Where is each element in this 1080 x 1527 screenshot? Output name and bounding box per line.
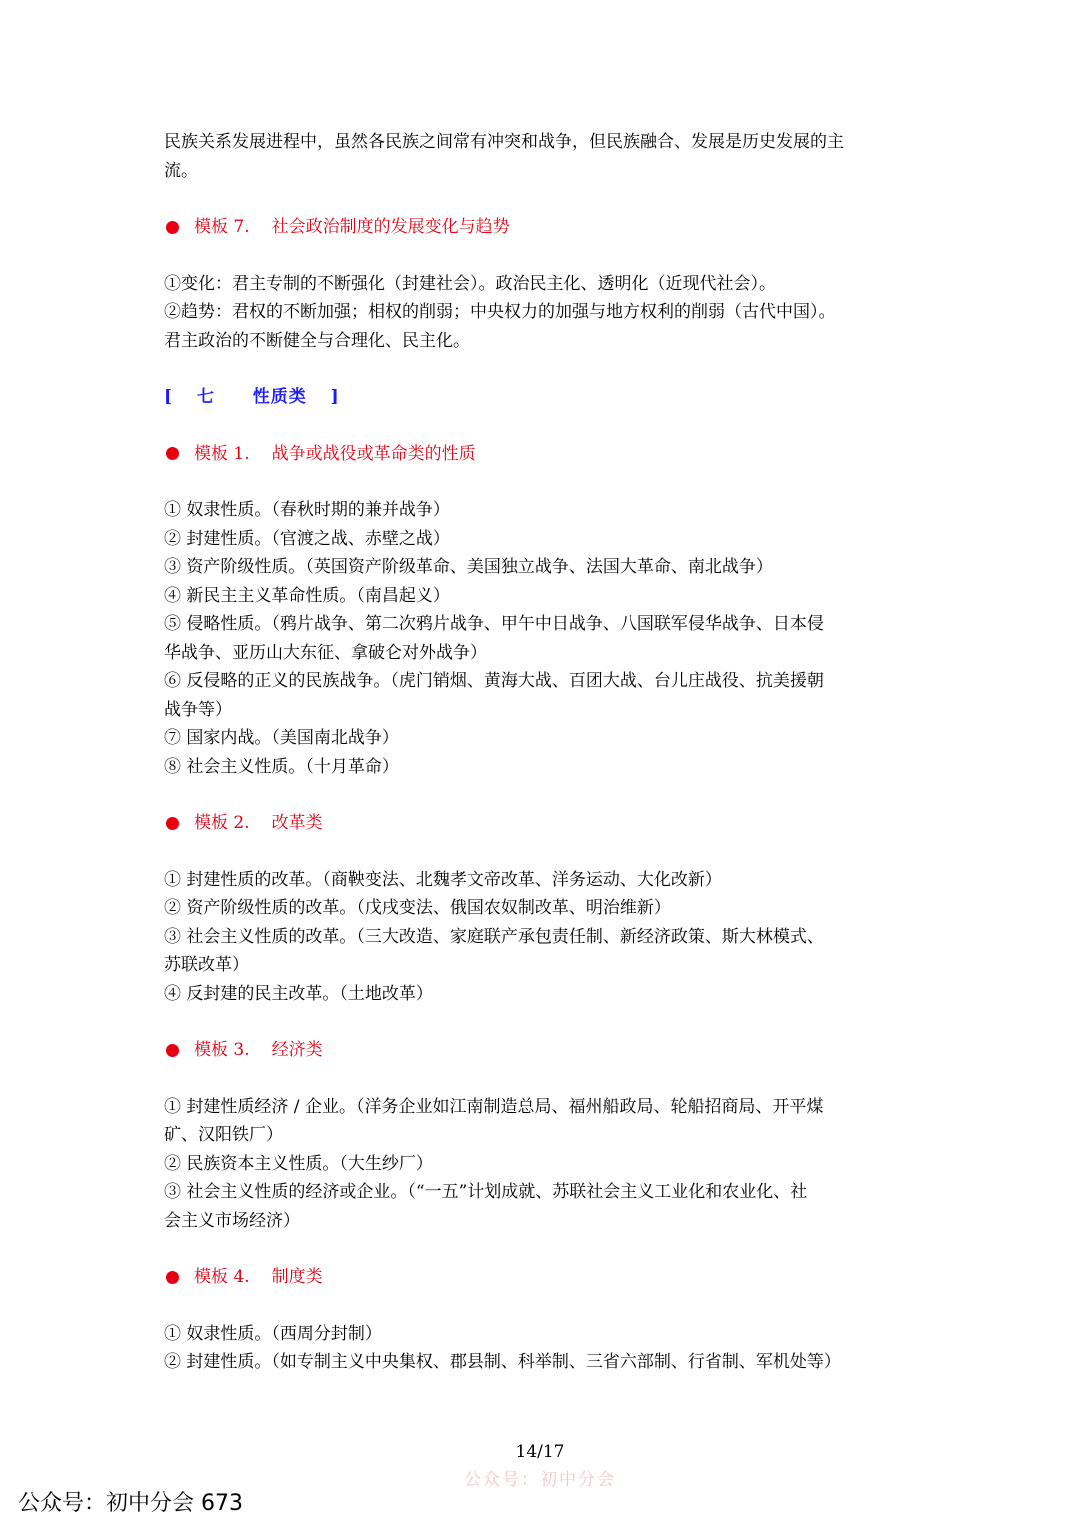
bullet-dot-icon bbox=[166, 221, 179, 234]
intro-line-2: 流。 bbox=[164, 160, 198, 181]
section-number: 七 bbox=[196, 387, 215, 407]
text-line: ④ 反封建的民主改革。（土地改革） bbox=[164, 983, 433, 1004]
section-heading bbox=[164, 383, 924, 412]
text-line: ① 封建性质经济 / 企业。（洋务企业如江南制造总局、福州船政局、轮船招商局、开平煤 bbox=[164, 1096, 824, 1117]
text-line: ① 封建性质的改革。（商鞅变法、北魏孝文帝改革、洋务运动、大化改新） bbox=[164, 869, 722, 890]
document-body bbox=[164, 128, 924, 1377]
bullet-dot-icon bbox=[166, 447, 179, 460]
text-line: ② 民族资本主义性质。（大生纱厂） bbox=[164, 1153, 433, 1174]
text-line: 战争等） bbox=[164, 699, 232, 720]
page-number: 14/17 bbox=[515, 1442, 565, 1462]
text-line: 君主政治的不断健全与合理化、民主化。 bbox=[164, 330, 470, 351]
template-title: 经济类 bbox=[271, 1040, 323, 1060]
text-line: ③ 社会主义性质的经济或企业。（“一五”计划成就、苏联社会主义工业化和农业化、社 bbox=[164, 1182, 808, 1202]
watermark: 公众号：初中分会 bbox=[464, 1470, 616, 1490]
text-line: ② 封建性质。（官渡之战、赤壁之战） bbox=[164, 528, 450, 549]
text-line: ① 奴隶性质。（春秋时期的兼并战争） bbox=[164, 500, 450, 520]
text-line: ④ 新民主主义革命性质。（南昌起义） bbox=[164, 585, 450, 606]
template-title: 社会政治制度的发展变化与趋势 bbox=[271, 217, 510, 237]
text-line: 会主义市场经济） bbox=[164, 1210, 300, 1231]
template-number: 模板 1. bbox=[194, 443, 250, 464]
bullet-dot-icon bbox=[166, 1044, 179, 1057]
bullet-dot-icon bbox=[166, 1271, 179, 1284]
template-7-heading bbox=[164, 213, 924, 242]
template-1-heading bbox=[164, 440, 924, 469]
template-number: 模板 2. bbox=[194, 813, 250, 833]
bullet-dot-icon bbox=[166, 817, 179, 830]
section-bracket-open: [ bbox=[164, 387, 174, 407]
template-number: 模板 3. bbox=[194, 1040, 250, 1060]
text-line: 华战争、亚历山大东征、拿破仑对外战争） bbox=[164, 642, 487, 663]
section-bracket-close: ] bbox=[330, 387, 340, 407]
text-line: ③ 资产阶级性质。（英国资产阶级革命、美国独立战争、法国大革命、南北战争） bbox=[164, 557, 773, 577]
text-line: ②趋势：君权的不断加强；相权的削弱；中央权力的加强与地方权利的削弱（古代中国）。 bbox=[164, 302, 836, 322]
template-3-heading bbox=[164, 1036, 924, 1065]
template-2-heading bbox=[164, 809, 924, 838]
template-number: 模板 4. bbox=[194, 1267, 250, 1287]
text-line: ①变化：君主专制的不断强化（封建社会）。政治民主化、透明化（近现代社会）。 bbox=[164, 273, 776, 294]
text-line: 矿、汉阳铁厂） bbox=[164, 1125, 283, 1145]
text-line: ① 奴隶性质。（西周分封制） bbox=[164, 1323, 382, 1344]
footer-caption: 公众号：初中分会 673 bbox=[18, 1491, 243, 1516]
text-line: ⑤ 侵略性质。（鸦片战争、第二次鸦片战争、甲午中日战争、八国联军侵华战争、日本侵 bbox=[164, 614, 824, 634]
template-title: 战争或战役或革命类的性质 bbox=[271, 443, 476, 464]
section-title: 性质类 bbox=[252, 387, 307, 407]
text-line: ⑦ 国家内战。（美国南北战争） bbox=[164, 728, 399, 748]
template-number: 模板 7. bbox=[194, 217, 250, 237]
text-line: ② 封建性质。（如专制主义中央集权、郡县制、科举制、三省六部制、行省制、军机处等） bbox=[164, 1352, 841, 1372]
template-title: 制度类 bbox=[271, 1267, 323, 1287]
template-4-heading bbox=[164, 1263, 924, 1292]
text-line: ⑥ 反侵略的正义的民族战争。（虎门销烟、黄海大战、百团大战、台儿庄战役、抗美援朝 bbox=[164, 671, 824, 691]
text-line: 苏联改革） bbox=[164, 955, 249, 975]
template-title: 改革类 bbox=[271, 813, 323, 833]
text-line: ⑧ 社会主义性质。（十月革命） bbox=[164, 756, 399, 777]
intro-line-1: 民族关系发展进程中，虽然各民族之间常有冲突和战争，但民族融合、发展是历史发展的主 bbox=[164, 132, 844, 152]
text-line: ③ 社会主义性质的改革。（三大改造、家庭联产承包责任制、新经济政策、斯大林模式、 bbox=[164, 926, 824, 947]
text-line: ② 资产阶级性质的改革。（戊戌变法、俄国农奴制改革、明治维新） bbox=[164, 898, 671, 918]
